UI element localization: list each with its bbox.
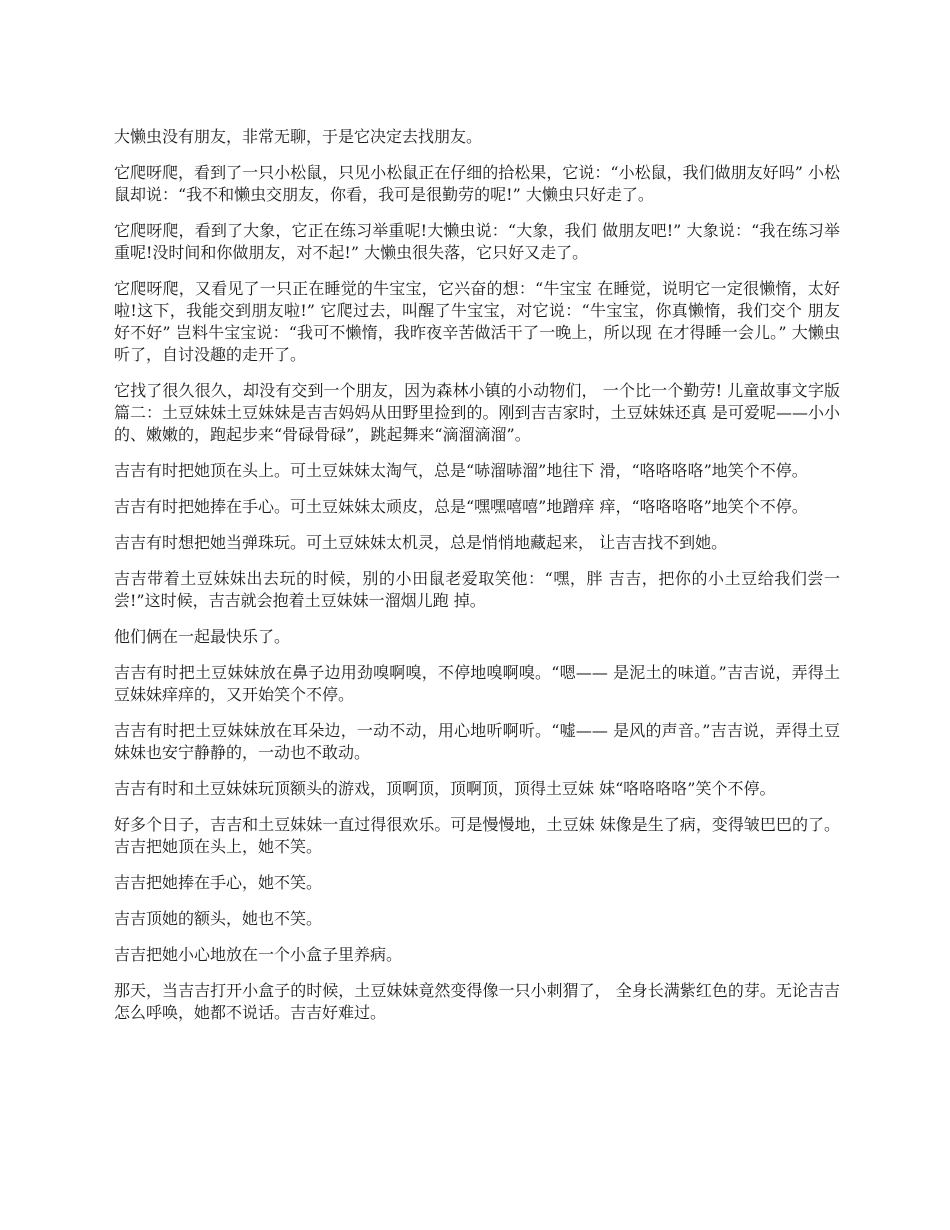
paragraph: 它爬呀爬，看到了大象，它正在练习举重呢!大懒虫说：“大象，我们 做朋友吧!” 大象说：“我在练习举重呢!没时间和你做朋友，对不起!” 大懒虫很失落，它只好又走了。 xyxy=(114,221,840,262)
paragraph: 吉吉有时想把她当弹珠玩。可土豆妹妹太机灵，总是悄悄地藏起来， 让吉吉找不到她。 xyxy=(114,533,728,552)
paragraph: 吉吉有时把她顶在头上。可土豆妹妹太淘气，总是“哧溜哧溜”地往下 滑，“咯咯咯咯”地笑个不停。 xyxy=(114,461,808,480)
paragraph: 好多个日子，吉吉和土豆妹妹一直过得很欢乐。可是慢慢地，土豆妹 妹像是生了病，变得皱巴巴的了。吉吉把她顶在头上，她不笑。 xyxy=(114,815,840,856)
paragraph: 吉吉有时把她捧在手心。可土豆妹妹太顽皮，总是“嘿嘿嘻嘻”地蹭痒 痒，“咯咯咯咯”地笑个不停。 xyxy=(114,497,808,516)
paragraph: 吉吉有时把土豆妹妹放在鼻子边用劲嗅啊嗅，不停地嗅啊嗅。“嗯—— 是泥土的味道。”吉吉说，弄得土豆妹妹痒痒的，又开始笑个不停。 xyxy=(114,663,840,704)
paragraph: 他们俩在一起最快乐了。 xyxy=(114,627,291,646)
paragraph: 吉吉把她捧在手心，她不笑。 xyxy=(114,873,323,892)
paragraph: 吉吉把她小心地放在一个小盒子里养病。 xyxy=(114,945,403,964)
paragraph: 那天，当吉吉打开小盒子的时候，土豆妹妹竟然变得像一只小刺猬了， 全身长满紫红色的芽。无论吉吉怎么呼唤，她都不说话。吉吉好难过。 xyxy=(114,981,840,1022)
paragraph: 它爬呀爬，看到了一只小松鼠，只见小松鼠正在仔细的拾松果，它说：“小松鼠，我们做朋友好吗” 小松鼠却说：“我不和懒虫交朋友，你看，我可是很勤劳的呢!” 大懒虫只好走了。 xyxy=(114,163,840,204)
paragraph: 它找了很久很久，却没有交到一个朋友，因为森林小镇的小动物们， 一个比一个勤劳! 儿童故事文字版篇二：土豆妹妹土豆妹妹是吉吉妈妈从田野里捡到的。刚到吉吉家时，土豆妹妹还真 是可爱呢——小小的、嫩嫩的，跑起步来“骨碌骨碌”，跳起舞来“滴溜滴溜”。 xyxy=(114,381,840,444)
paragraph: 吉吉顶她的额头，她也不笑。 xyxy=(114,909,323,928)
document-page xyxy=(114,126,840,1038)
paragraph: 吉吉有时和土豆妹妹玩顶额头的游戏，顶啊顶，顶啊顶，顶得土豆妹 妹“咯咯咯咯”笑个不停。 xyxy=(114,779,776,798)
paragraph: 吉吉带着土豆妹妹出去玩的时候，别的小田鼠老爱取笑他：“嘿，胖 吉吉，把你的小土豆给我们尝一尝!”这时候，吉吉就会抱着土豆妹妹一溜烟儿跑 掉。 xyxy=(114,569,840,610)
paragraph: 它爬呀爬，又看见了一只正在睡觉的牛宝宝，它兴奋的想：“牛宝宝 在睡觉，说明它一定很懒惰，太好啦!这下，我能交到朋友啦!” 它爬过去，叫醒了牛宝宝，对它说：“牛宝宝，你真懒惰，我们交个 朋友好不好” 岂料牛宝宝说：“我可不懒惰，我昨夜辛苦做活干了一晚上，所以现 在才得睡一会儿。” 大懒虫听了，自讨没趣的走开了。 xyxy=(114,279,840,364)
paragraph: 大懒虫没有朋友，非常无聊，于是它决定去找朋友。 xyxy=(114,127,483,146)
paragraph: 吉吉有时把土豆妹妹放在耳朵边，一动不动，用心地听啊听。“嘘—— 是风的声音。”吉吉说，弄得土豆妹妹也安宁静静的，一动也不敢动。 xyxy=(114,721,840,762)
